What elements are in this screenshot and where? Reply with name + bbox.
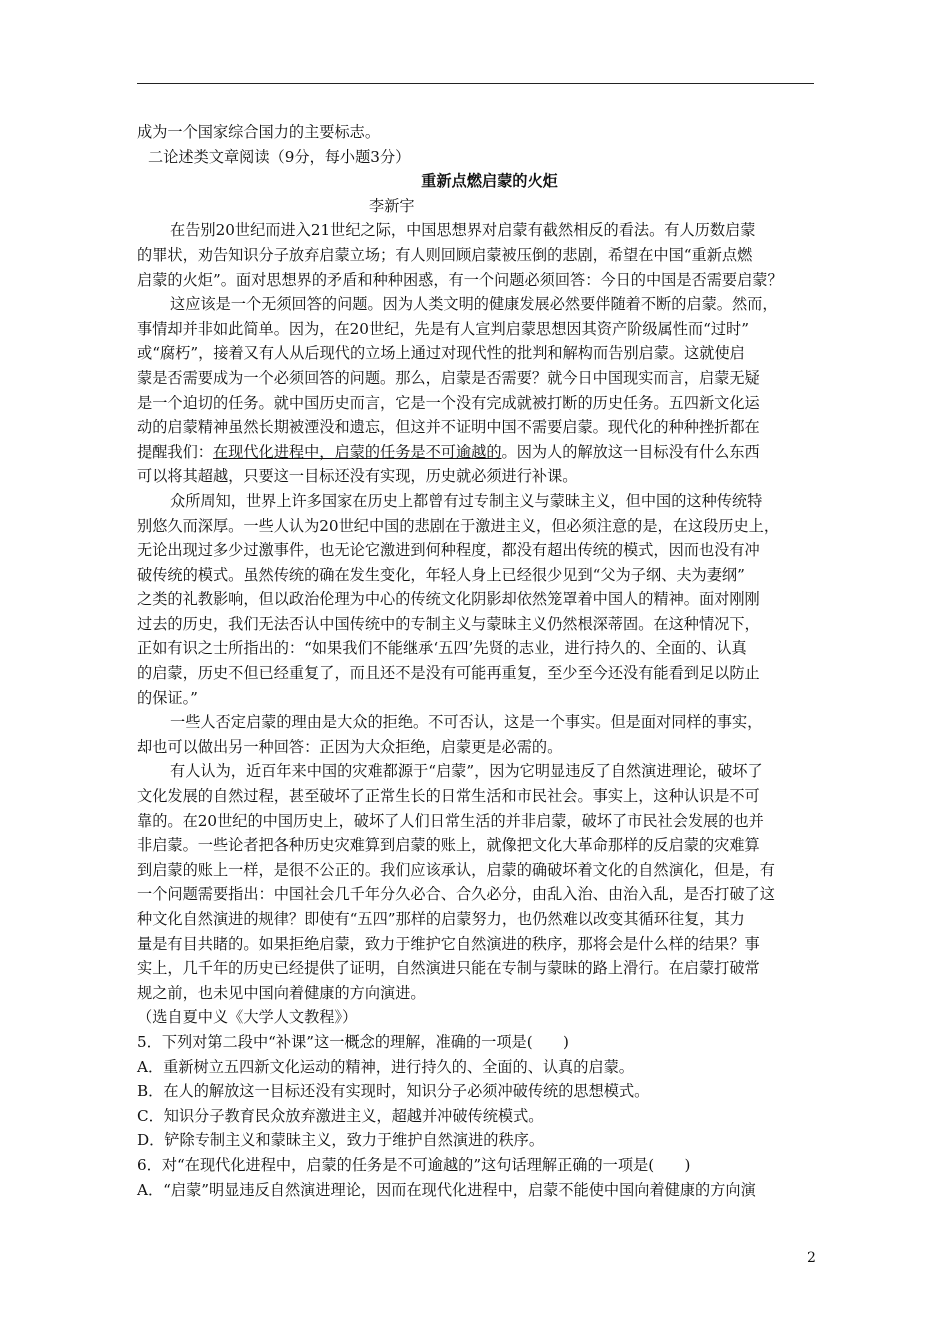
underline-prefix: 提醒我们： xyxy=(137,442,213,461)
paragraph-line: 的启蒙，历史不但已经重复了，而且还不是没有可能再重复，至少至今还没有能看到足以防止 xyxy=(137,664,760,683)
underline-suffix: 。因为人的解放这一目标没有什么东西 xyxy=(501,442,760,461)
underlined-sentence: 在现代化进程中，启蒙的任务是不可逾越的 xyxy=(212,442,502,461)
page-number: 2 xyxy=(807,1250,816,1266)
paragraph-line: 正如有识之士所指出的：“如果我们不能继承‘五四’先贤的志业，进行持久的、全面的、认真 xyxy=(137,639,747,658)
question-6-stem: 6．对“在现代化进程中，启蒙的任务是不可逾越的”这句话理解正确的一项是( ) xyxy=(137,1155,691,1174)
question-5-option-a: A．重新树立五四新文化运动的精神，进行持久的、全面的、认真的启蒙。 xyxy=(137,1057,634,1076)
paragraph-line: 文化发展的自然过程，甚至破坏了正常生长的日常生活和市民社会。事实上，这种认识是不可 xyxy=(137,787,760,806)
question-5-option-b: B．在人的解放这一目标还没有实现时，知识分子必须冲破传统的思想模式。 xyxy=(137,1082,650,1101)
question-5-option-d: D．铲除专制主义和蒙昧主义，致力于维护自然演进的秩序。 xyxy=(137,1131,545,1150)
paragraph-line-underlined xyxy=(137,440,814,465)
paragraph-line: 别悠久而深厚。一些人认为20世纪中国的悲剧在于激进主义，但必须注意的是，在这段历史上， xyxy=(137,516,780,535)
paragraph-line: 的保证。” xyxy=(137,688,198,707)
paragraph-line: 众所周知，世界上许多国家在历史上都曾有过专制主义与蒙昧主义，但中国的这种传统特 xyxy=(170,491,763,510)
paragraph-line: 或“腐朽”，接着又有人从后现代的立场上通过对现代性的批判和解构而告别启蒙。这就使启 xyxy=(137,344,745,363)
paragraph-line: 量是有目共睹的。如果拒绝启蒙，致力于维护它自然演进的秩序，那将会是什么样的结果？事 xyxy=(137,934,760,953)
paragraph-line: 蒙是否需要成为一个必须回答的问题。那么，启蒙是否需要？就今日中国现实而言，启蒙无疑 xyxy=(137,368,760,387)
paragraph-line: 一个问题需要指出：中国社会几千年分久必合、合久必分，由乱入治、由治入乱，是否打破了这 xyxy=(137,885,775,904)
paragraph-line: 无论出现过多少过激事件，也无论它激进到何种程度，都没有超出传统的模式，因而也没有冲 xyxy=(137,541,760,560)
question-6-option-a: A．“启蒙”明显违反自然演进理论，因而在现代化进程中，启蒙不能使中国向着健康的方向演 xyxy=(137,1180,756,1199)
paragraph-line: 的罪状，劝告知识分子放弃启蒙立场；有人则回顾启蒙被压倒的悲剧，希望在中国“重新点燃 xyxy=(137,245,753,264)
header-rule xyxy=(137,83,814,84)
paragraph-line: 一些人否定启蒙的理由是大众的拒绝。不可否认，这是一个事实。但是面对同样的事实， xyxy=(170,713,763,732)
paragraph-line: 规之前，也未见中国向着健康的方向演进。 xyxy=(137,983,426,1002)
article-source: （选自夏中义《大学人文教程》） xyxy=(137,1008,358,1027)
document-page xyxy=(137,120,814,1202)
paragraph-line: 过去的历史，我们无法否认中国传统中的专制主义与蒙昧主义仍然根深蒂固。在这种情况下， xyxy=(137,614,760,633)
article-author: 李新宇 xyxy=(369,196,415,215)
paragraph-line: 启蒙的火炬”。面对思想界的矛盾和种种困惑，有一个问题必须回答：今日的中国是否需要启蒙？ xyxy=(137,270,783,289)
paragraph-line: 破传统的模式。虽然传统的确在发生变化，年轻人身上已经很少见到“父为子纲、夫为妻纲” xyxy=(137,565,745,584)
paragraph-line: 靠的。在20世纪的中国历史上，破坏了人们日常生活的并非启蒙，破坏了市民社会发展的也并 xyxy=(137,811,764,830)
question-5-option-c: C．知识分子教育民众放弃激进主义，超越并冲破传统模式。 xyxy=(137,1106,544,1125)
paragraph-line: 却也可以做出另一种回答：正因为大众拒绝，启蒙更是必需的。 xyxy=(137,737,563,756)
section-heading: 二论述类文章阅读（9分，每小题3分） xyxy=(148,147,411,166)
paragraph-line: 可以将其超越，只要这一目标还没有实现，历史就必须进行补课。 xyxy=(137,467,578,486)
paragraph-line: 非启蒙。一些论者把各种历史灾难算到启蒙的账上，就像把文化大革命那样的反启蒙的灾难算 xyxy=(137,836,760,855)
paragraph-line: 这应该是一个无须回答的问题。因为人类文明的健康发展必然要伴随着不断的启蒙。然而， xyxy=(170,295,778,314)
paragraph-line: 种文化自然演进的规律？即使有“五四”那样的启蒙努力，也仍然难以改变其循环往复，其力 xyxy=(137,910,745,928)
paragraph-line: 到启蒙的账上一样，是很不公正的。我们应该承认，启蒙的确破坏着文化的自然演化，但是，有 xyxy=(137,860,775,879)
paragraph-line: 是一个迫切的任务。就中国历史而言，它是一个没有完成就被打断的历史任务。五四新文化运 xyxy=(137,393,760,412)
paragraph-line: 事情却并非如此简单。因为，在20世纪，先是有人宣判启蒙思想因其资产阶级属性而“过时” xyxy=(137,319,749,338)
question-5-stem: 5．下列对第二段中“补课”这一概念的理解，准确的一项是( ) xyxy=(137,1032,569,1051)
paragraph-line: 有人认为，近百年来中国的灾难都源于“启蒙”，因为它明显违反了自然演进理论，破坏了 xyxy=(170,762,763,781)
intro-line: 成为一个国家综合国力的主要标志。 xyxy=(137,123,380,141)
article-title: 重新点燃启蒙的火炬 xyxy=(421,172,558,191)
paragraph-line: 之类的礼教影响，但以政治伦理为中心的传统文化阴影却依然笼罩着中国人的精神。面对刚刚 xyxy=(137,590,760,609)
paragraph-line: 动的启蒙精神虽然长期被湮没和遗忘，但这并不证明中国不需要启蒙。现代化的种种挫折都在 xyxy=(137,418,760,437)
paragraph-line: 实上，几千年的历史已经提供了证明，自然演进只能在专制与蒙昧的路上滑行。在启蒙打破常 xyxy=(137,959,760,978)
paragraph-line: 在告别20世纪而进入21世纪之际，中国思想界对启蒙有截然相反的看法。有人历数启蒙 xyxy=(170,221,756,240)
